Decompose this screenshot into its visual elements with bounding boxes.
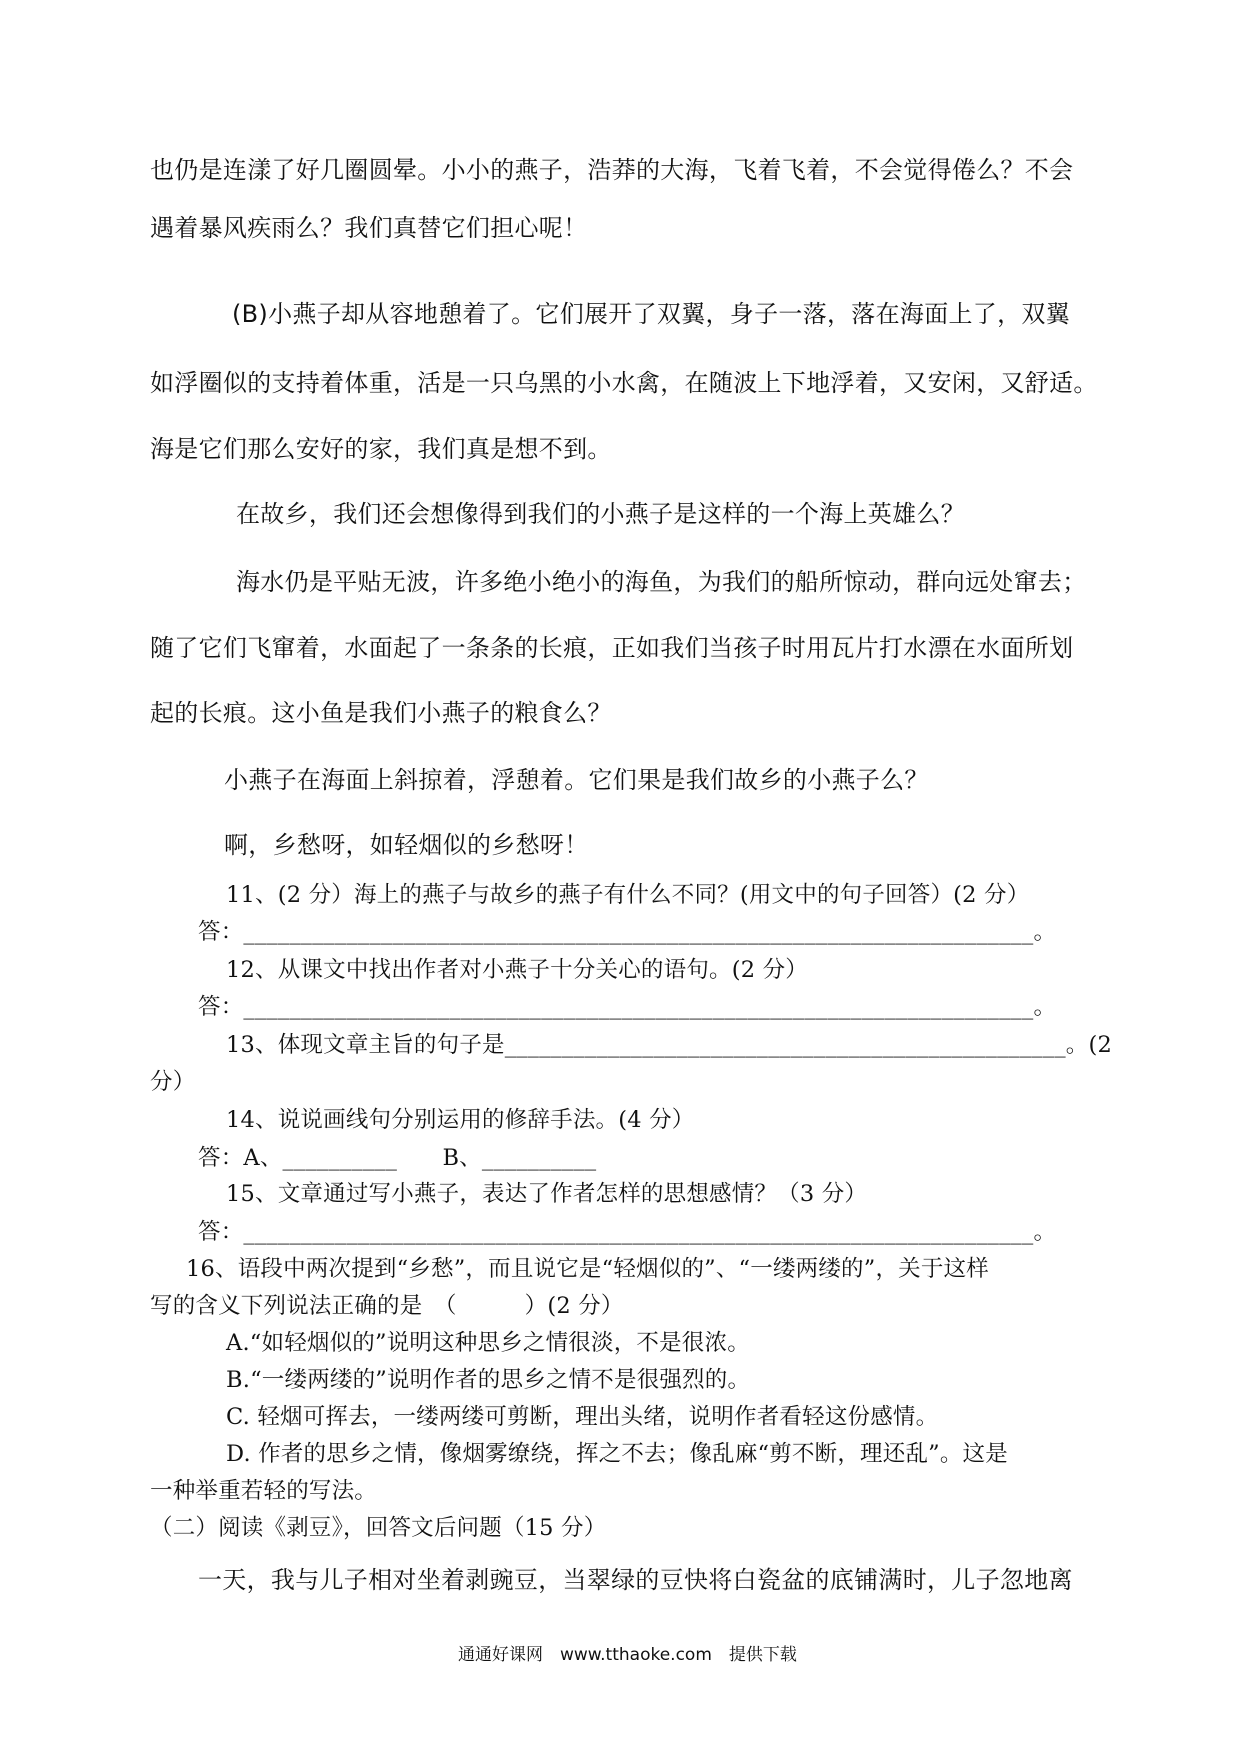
answer-line-12[interactable]: 答：_____________________________________________________________________。 (198, 994, 1057, 1020)
question-15: 15、文章通过写小燕子，表达了作者怎样的思想感情？（3 分） (226, 1181, 868, 1207)
option-a: A.“如轻烟似的”说明这种思乡之情很淡，不是很浓。 (226, 1330, 750, 1356)
answer-line-14[interactable]: 答：A、__________ B、__________ (198, 1145, 597, 1171)
option-b: B.“一缕两缕的”说明作者的思乡之情不是很强烈的。 (226, 1367, 751, 1393)
question-14: 14、说说画线句分别运用的修辞手法。(4 分） (226, 1107, 695, 1133)
section-first-line: 一天，我与儿子相对坐着剥豌豆，当翠绿的豆快将白瓷盆的底铺满时，儿子忽地离 (198, 1566, 1073, 1594)
passage-line: 在故乡，我们还会想像得到我们的小燕子是这样的一个海上英雄么？ (236, 500, 965, 528)
question-12: 12、从课文中找出作者对小燕子十分关心的语句。(2 分） (226, 957, 808, 983)
answer-line-11[interactable]: 答：_____________________________________________________________________。 (198, 919, 1057, 945)
passage-line: 如浮圈似的支持着体重，活是一只乌黑的小水禽，在随波上下地浮着，又安闲，又舒适。 (150, 369, 1098, 397)
passage-line: 海水仍是平贴无波，许多绝小绝小的海鱼，为我们的船所惊动，群向远处窜去； (236, 568, 1087, 596)
passage-line: 也仍是连漾了好几圈圆晕。小小的燕子，浩莽的大海，飞着飞着，不会觉得倦么？不会 (150, 156, 1074, 184)
passage-line: 遇着暴风疾雨么？我们真替它们担心呢！ (150, 214, 588, 242)
passage-line: 海是它们那么安好的家，我们真是想不到。 (150, 435, 612, 463)
page-footer: 通通好课网 www.tthaoke.com 提供下载 (458, 1645, 797, 1665)
option-c: C. 轻烟可挥去，一缕两缕可剪断，理出头绪，说明作者看轻这份感情。 (226, 1404, 939, 1430)
question-13-cont: 分） (150, 1069, 196, 1095)
question-16-cont: 写的含义下列说法正确的是 （ ）(2 分） (150, 1293, 624, 1319)
question-13: 13、体现文章主旨的句子是_________________________________________________。(2 (226, 1032, 1112, 1058)
question-11: 11、(2 分）海上的燕子与故乡的燕子有什么不同？(用文中的句子回答）(2 分） (226, 882, 1030, 908)
section-heading: （二）阅读《剥豆》，回答文后问题（15 分） (150, 1515, 607, 1541)
passage-line: 小燕子在海面上斜掠着，浮憩着。它们果是我们故乡的小燕子么？ (224, 766, 929, 794)
option-d-cont: 一种举重若轻的写法。 (150, 1478, 378, 1504)
passage-line: 啊，乡愁呀，如轻烟似的乡愁呀！ (224, 831, 589, 859)
passage-line: 起的长痕。这小鱼是我们小燕子的粮食么？ (150, 699, 612, 727)
passage-line: (B)小燕子却从容地憩着了。它们展开了双翼，身子一落，落在海面上了，双翼 (232, 300, 1070, 328)
option-d: D. 作者的思乡之情，像烟雾缭绕，挥之不去；像乱麻“剪不断，理还乱”。这是 (226, 1441, 1008, 1467)
question-16: 16、语段中两次提到“乡愁”，而且说它是“轻烟似的”、“一缕两缕的”，关于这样 (186, 1256, 989, 1282)
passage-line: 随了它们飞窜着，水面起了一条条的长痕，正如我们当孩子时用瓦片打水漂在水面所划 (150, 634, 1074, 662)
answer-line-15[interactable]: 答：_____________________________________________________________________。 (198, 1219, 1057, 1245)
